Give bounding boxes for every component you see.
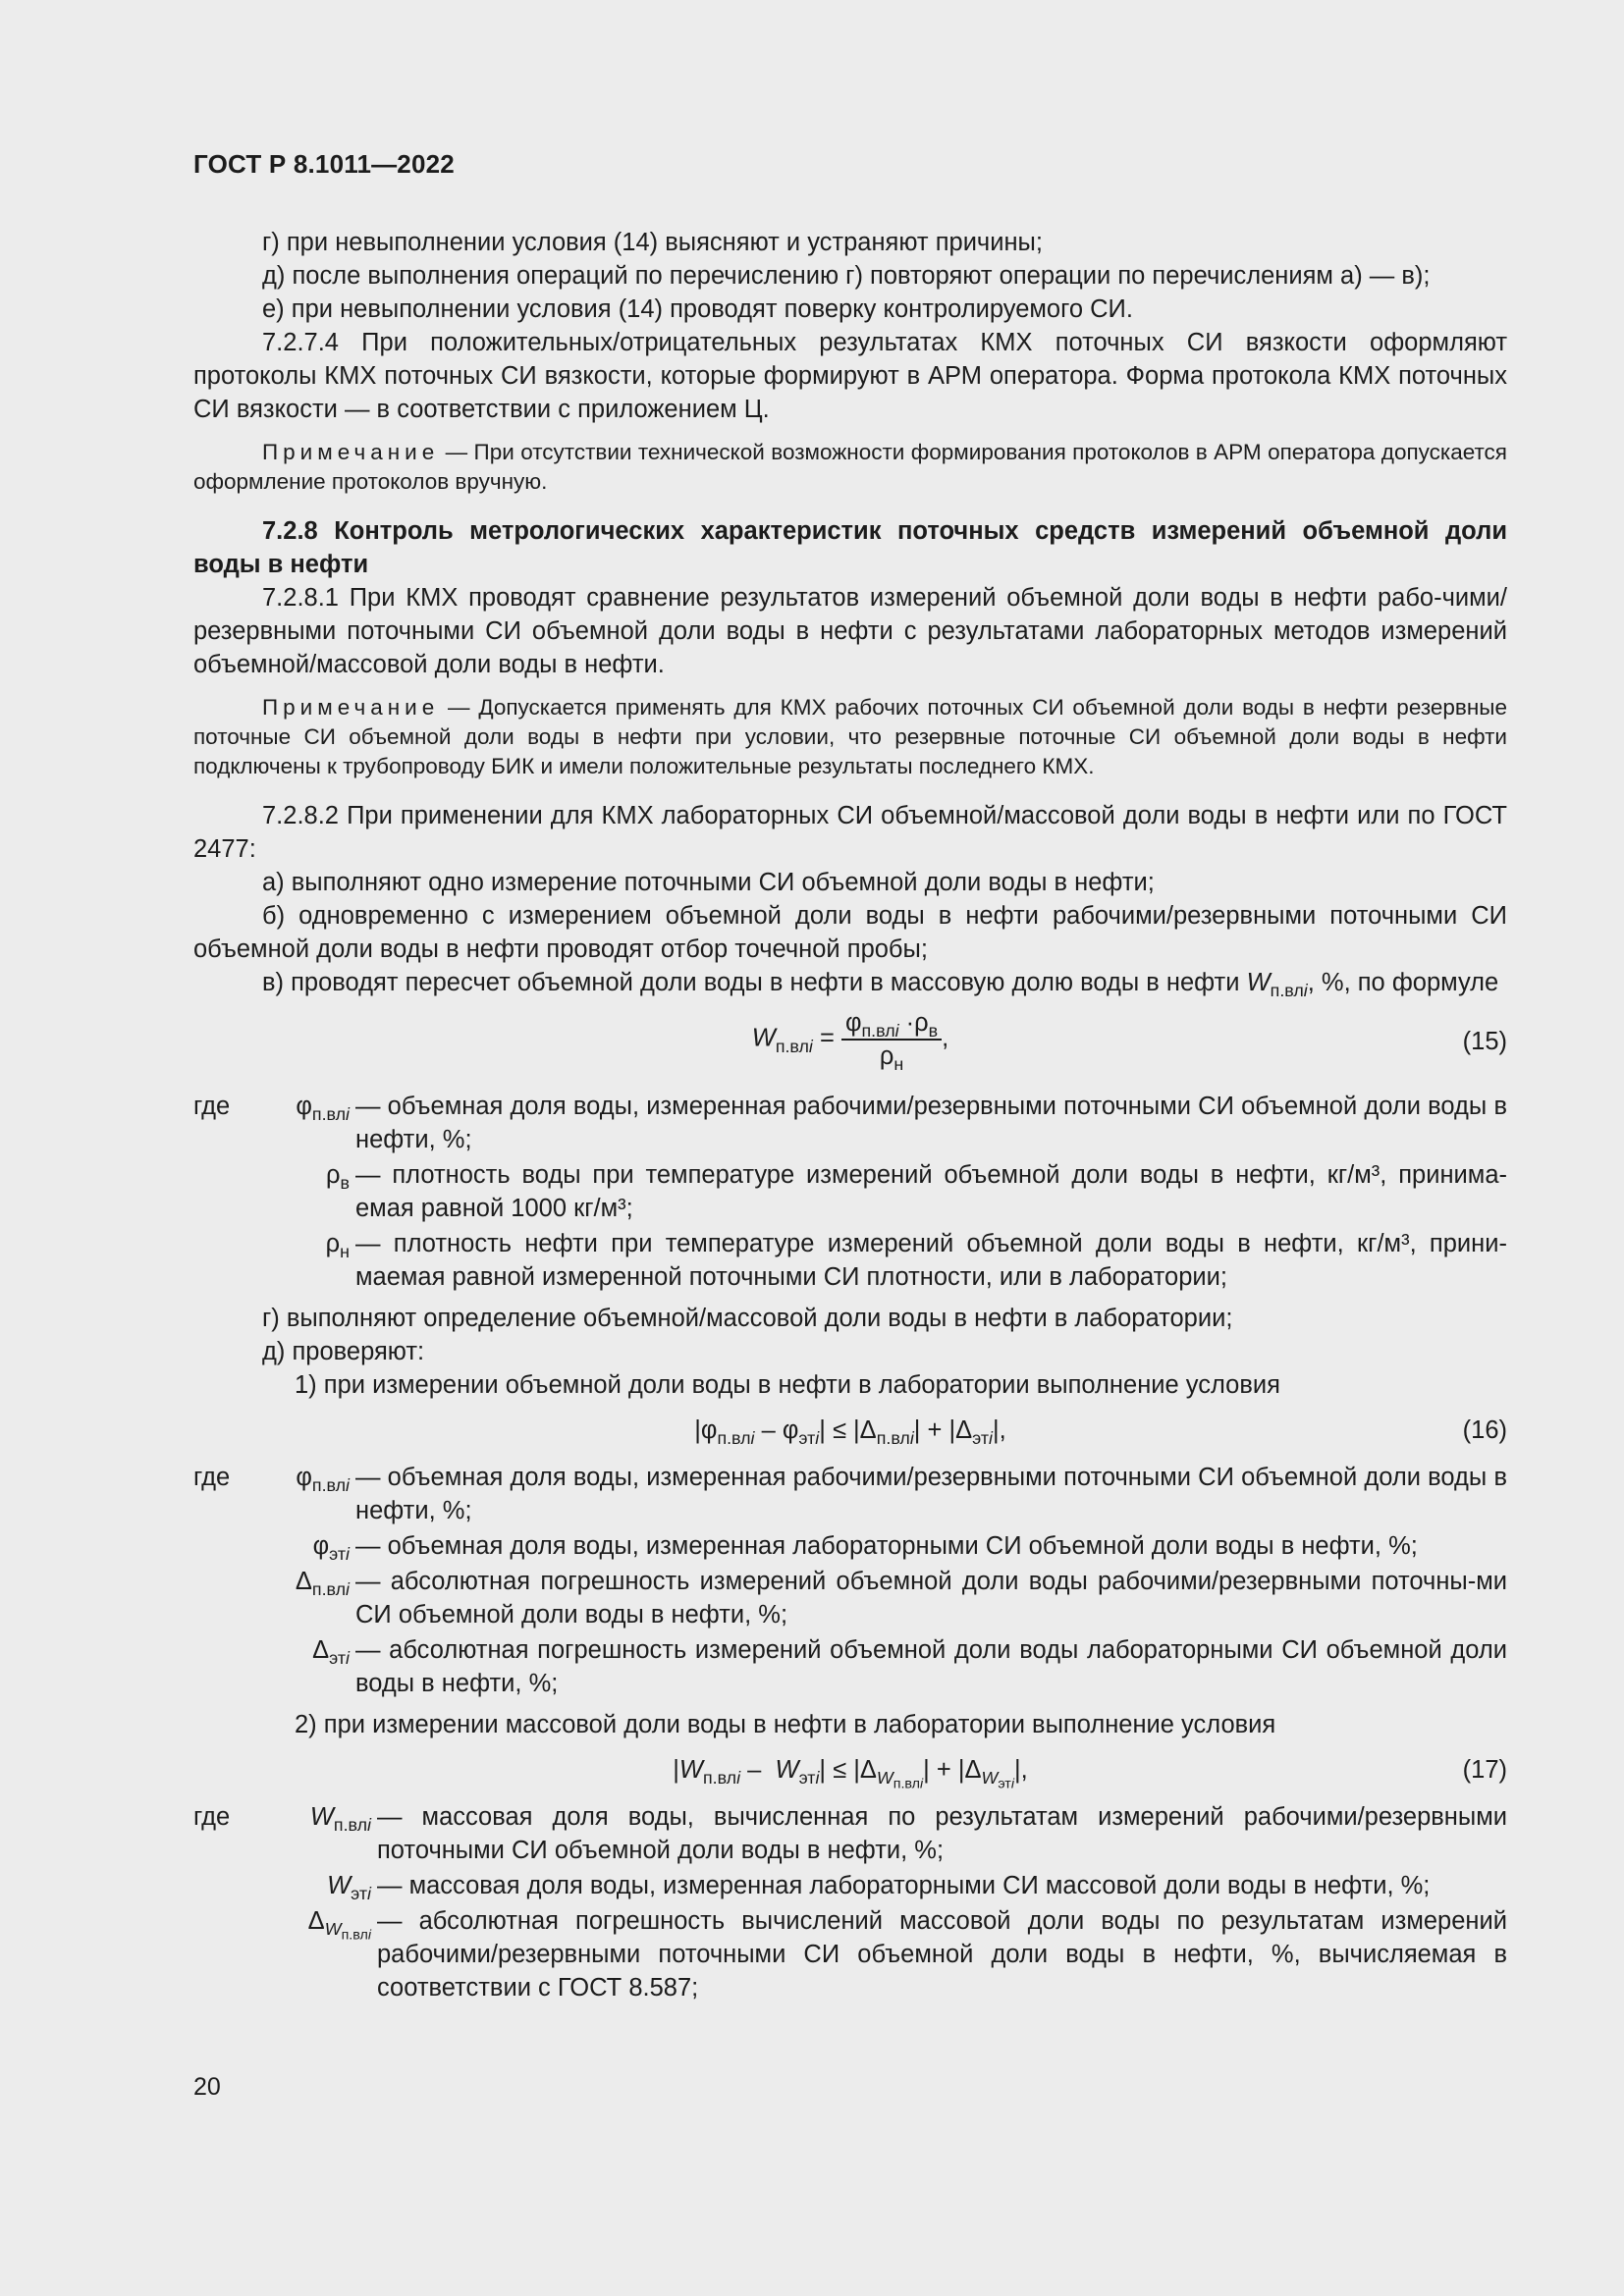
list-item-v: в) проводят пересчет объемной доли воды в нефти в массовую долю воды в нефти $W_{п.влi}$, %, по формуле	[262, 969, 1499, 1001]
list-item-d: д) после выполнения операций по перечислению г) повторяют операции по перечислениям а) — в);	[262, 262, 1431, 290]
formula-17	[193, 1747, 1507, 1790]
list-item-d2: д) проверяют:	[262, 1338, 425, 1365]
section-heading-7-2-8: 7.2.8 Контроль метрологических характеристик поточных средств измерений объемной доли воды в нефти	[193, 517, 1507, 578]
formula-16-expression: $|\varphi_{п.влi} - \varphi_{этi}| \le |\Delta_{п.влi}| + |\Delta_{этi}|$,	[694, 1416, 1006, 1449]
definitions-15: где $\varphi_{п.влi}$ — объемная доля воды, измеренная рабочими/резервными поточными СИ объемной доли воды в нефти, %; $\rho_в$ — плотность воды при температуре измерений объемной доли воды в нефти, кг/м³, принима-емая равной 1000 кг/м³; $\rho_н$ — плотность нефти при температуре измерений объемной доли воды в нефти, кг/м³, прини-маемая равной измеренной поточными СИ плотности, или в лаборатории;	[193, 1090, 1507, 1296]
formula-17-expression: $|W_{п.влi} - W_{этi}| \le |\Delta_{W_{п.влi}}| + |\Delta_{W_{этi}}|$,	[673, 1756, 1028, 1792]
page-content	[193, 147, 1507, 2012]
paragraph-7-2-8-1: 7.2.8.1 При КМХ проводят сравнение результатов измерений объемной доли воды в нефти рабо-чими/резервными поточными СИ объемной доли воды в нефти с результатами лабораторных методов измерений объемной/массовой доли воды в нефти.	[193, 584, 1507, 678]
list-item-2: 2) при измерении массовой доли воды в нефти в лаборатории выполнение условия	[295, 1711, 1276, 1738]
definitions-17: где $W_{п.влi}$ — массовая доля воды, вычисленная по результатам измерений рабочими/резервными поточными СИ объемной доли воды в нефти, %; $W_{этi}$ — массовая доля воды, измеренная лабораторными СИ массовой доли воды в нефти, %; $\Delta_{W_{п.влi}}$ — абсолютная погрешность вычислений массовой доли воды по результатам измерений рабочими/резервными поточными СИ объемной доли воды в нефти, %, вычисляемая в соответствии с ГОСТ 8.587;	[193, 1800, 1507, 2006]
note-1	[193, 438, 1507, 497]
note-label: Примечание	[262, 695, 440, 720]
definition-text: — абсолютная погрешность вычислений массовой доли воды по результатам измерений рабочими/резервными поточными СИ объемной доли воды в нефти, %, вычисляемая в соответствии с ГОСТ 8.587;	[377, 1907, 1507, 2002]
formula-number: (17)	[1462, 1756, 1507, 1784]
definition-text: — объемная доля воды, измеренная лабораторными СИ объемной доли воды в нефти, %;	[355, 1532, 1418, 1560]
note-text: — Допускается применять для КМХ рабочих поточных СИ объемной доли воды в нефти резервные поточные СИ объемной доли воды в нефти при условии, что резервные поточные СИ объемной доли воды в нефти подключены к трубопроводу БИК и имели положительные результаты последнего КМХ.	[193, 695, 1507, 778]
definition-text: — плотность воды при температуре измерений объемной доли воды в нефти, кг/м³, принима-емая равной 1000 кг/м³;	[355, 1161, 1507, 1222]
definition-text: — абсолютная погрешность измерений объемной доли воды рабочими/резервными поточны-ми СИ объемной доли воды в нефти, %;	[355, 1568, 1507, 1629]
definition-text: — абсолютная погрешность измерений объемной доли воды лабораторными СИ объемной доли воды в нефти, %;	[355, 1636, 1507, 1697]
definition-text: — плотность нефти при температуре измерений объемной доли воды в нефти, кг/м³, прини-маемая равной измеренной поточными СИ плотности, или в лаборатории;	[355, 1230, 1507, 1291]
paragraph-7-2-8-2: 7.2.8.2 При применении для КМХ лабораторных СИ объемной/массовой доли воды в нефти или по ГОСТ 2477:	[193, 802, 1507, 863]
note-label: Примечание	[262, 440, 440, 464]
list-item-g2: г) выполняют определение объемной/массовой доли воды в нефти в лаборатории;	[262, 1305, 1233, 1332]
formula-16	[193, 1408, 1507, 1451]
list-item-g: г) при невыполнении условия (14) выясняют и устраняют причины;	[262, 229, 1043, 256]
paragraph-7-2-7-4: 7.2.7.4 При положительных/отрицательных результатах КМХ поточных СИ вязкости оформляют протоколы КМХ поточных СИ вязкости, которые формируют в АРМ оператора. Форма протокола КМХ поточных СИ вязкости — в соответствии с приложением Ц.	[193, 329, 1507, 423]
fraction: $\frac{\varphi_{п.влi} \cdot\rho_в}{\rho_н}$	[841, 1007, 942, 1072]
list-item-a: а) выполняют одно измерение поточными СИ объемной доли воды в нефти;	[262, 869, 1155, 896]
list-item-b: б) одновременно с измерением объемной доли воды в нефти рабочими/резервными поточными СИ объемной доли воды в нефти проводят отбор точечной пробы;	[193, 902, 1507, 963]
definition-text: — массовая доля воды, вычисленная по результатам измерений рабочими/резервными поточными СИ объемной доли воды в нефти, %;	[377, 1803, 1507, 1864]
definition-text: — объемная доля воды, измеренная рабочими/резервными поточными СИ объемной доли воды в нефти, %;	[355, 1464, 1507, 1524]
definition-text: — объемная доля воды, измеренная рабочими/резервными поточными СИ объемной доли воды в нефти, %;	[355, 1093, 1507, 1153]
definitions-16: где $\varphi_{п.влi}$ — объемная доля воды, измеренная рабочими/резервными поточными СИ объемной доли воды в нефти, %; $\varphi_{этi}$ — объемная доля воды, измеренная лабораторными СИ объемной доли воды в нефти, %; $\Delta_{п.влi}$ — абсолютная погрешность измерений объемной доли воды рабочими/резервными поточны-ми СИ объемной доли воды в нефти, %; $\Delta_{этi}$ — абсолютная погрешность измерений объемной доли воды лабораторными СИ объемной доли воды в нефти, %;	[193, 1461, 1507, 1702]
document-header: ГОСТ Р 8.1011—2022	[193, 149, 455, 179]
definition-text: — массовая доля воды, измеренная лабораторными СИ массовой доли воды в нефти, %;	[377, 1872, 1431, 1899]
note-text: — При отсутствии технической возможности формирования протоколов в АРМ оператора допускается оформление протоколов вручную.	[193, 440, 1507, 494]
formula-15	[193, 1007, 1507, 1076]
note-2	[193, 693, 1507, 781]
formula-number: (16)	[1462, 1416, 1507, 1444]
page-number: 20	[193, 2073, 221, 2101]
list-item-e: е) при невыполнении условия (14) проводят поверку контролируемого СИ.	[262, 295, 1133, 323]
list-item-1: 1) при измерении объемной доли воды в нефти в лаборатории выполнение условия	[295, 1371, 1280, 1399]
formula-number: (15)	[1462, 1028, 1507, 1055]
formula-15-expression: $W_{п.влi}$ = $\frac{\varphi_{п.влi} \cdot\rho_в}{\rho_н}$ ,	[751, 1009, 949, 1075]
